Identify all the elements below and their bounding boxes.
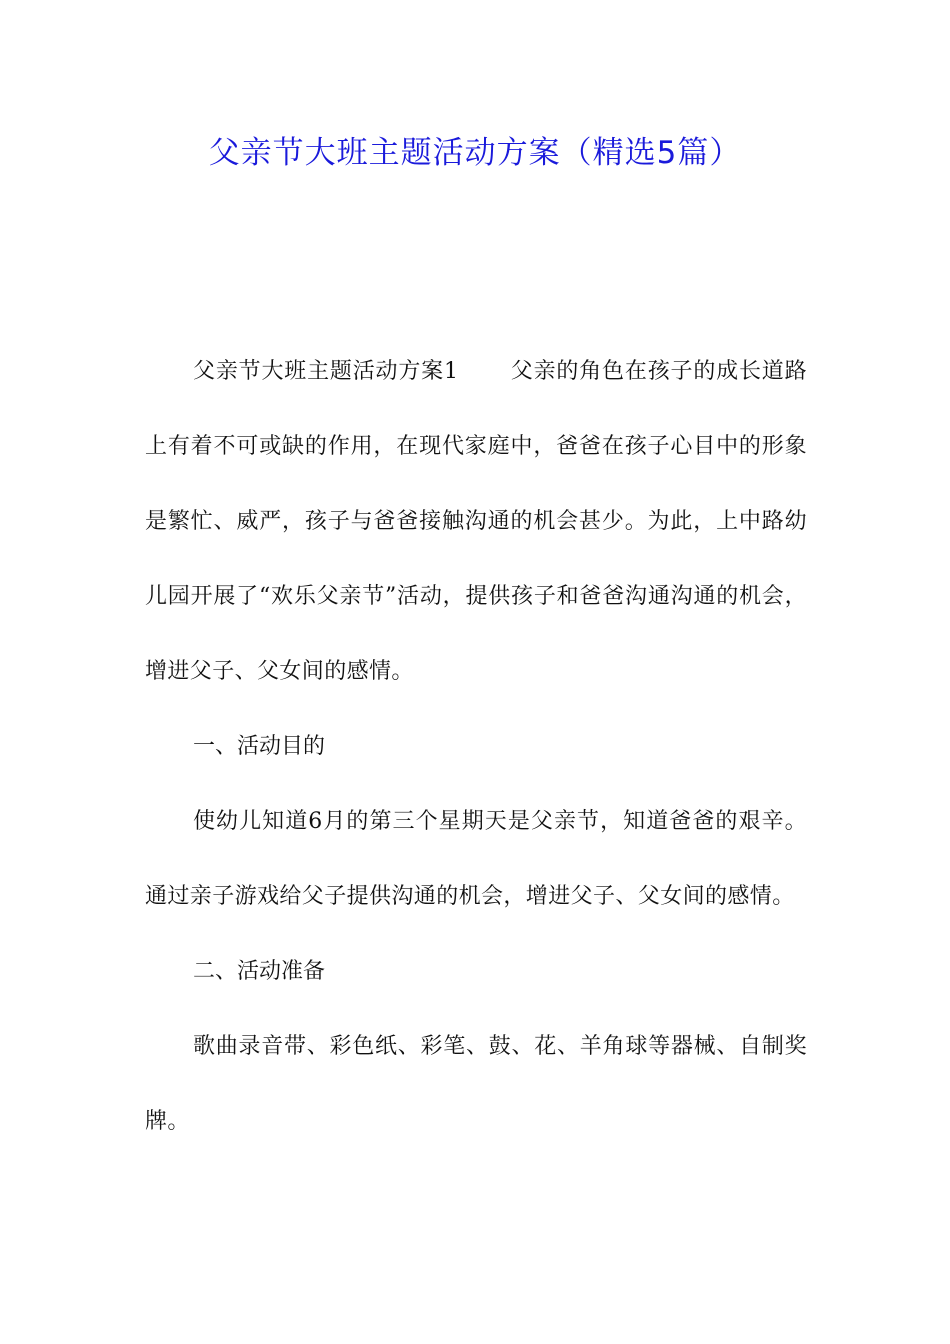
section-title: 父亲节大班主题活动方案1 [193,359,459,384]
prep-paragraph: 歌曲录音带、彩色纸、彩笔、鼓、花、羊角球等器械、自制奖牌。 [145,1034,807,1134]
heading-prep: 二、活动准备 [193,959,326,984]
intro-paragraph [145,334,807,709]
document-title: 父亲节大班主题活动方案（精选5篇） [208,135,742,171]
document-body [145,334,807,1159]
intro-text: 父亲的角色在孩子的成长道路上有着不可或缺的作用，在现代家庭中，爸爸在孩子心目中的形象是繁忙、威严，孩子与爸爸接触沟通的机会甚少。为此，上中路幼儿园开展了“欢乐父亲节”活动，提供孩子和爸爸沟通沟通的机会，增进父子、父女间的感情。 [145,359,807,684]
goal-paragraph: 使幼儿知道6月的第三个星期天是父亲节，知道爸爸的艰辛。通过亲子游戏给父子提供沟通的机会，增进父子、父女间的感情。 [145,809,807,909]
heading-goal: 一、活动目的 [193,734,326,759]
